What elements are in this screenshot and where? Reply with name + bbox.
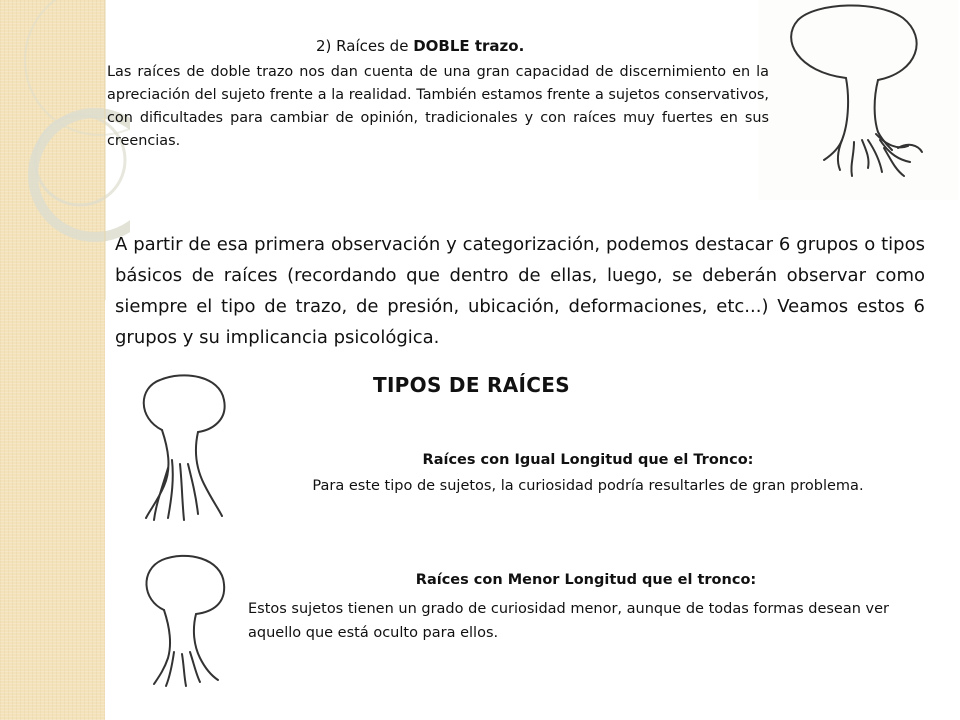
tree-double-roots-sketch (758, 0, 958, 200)
shorter-length-heading: Raíces con Menor Longitud que el tronco: (415, 572, 757, 588)
shorter-length-description: Estos sujetos tienen un grado de curiosidad menor, aunque de todas formas desean ver aquello que está oculto para ellos. (248, 601, 889, 641)
types-title: TIPOS DE RAÍCES (373, 373, 570, 397)
section-heading-prefix: 2) Raíces de (316, 37, 414, 55)
section-heading-bold: DOBLE trazo. (413, 37, 525, 55)
tree-equal-roots-sketch (132, 368, 247, 528)
equal-length-description: Para este tipo de sujetos, la curiosidad podría resultarles de gran problema. (312, 478, 864, 494)
paragraph-double-stroke: Las raíces de doble trazo nos dan cuenta de una gran capacidad de discernimiento en la apreciación del sujeto frente a la realidad. También estamos frente a sujetos conservativos, con dificultades para cambiar de opinión, tradicionales y con raíces muy fuertes en sus creencias. (107, 64, 769, 149)
tree-short-roots-sketch (132, 548, 247, 708)
paragraph-six-groups: A partir de esa primera observación y categorización, podemos destacar 6 grupos o tipos básicos de raíces (recordando que dentro de ellas, luego, se deberán observar como siempre el tipo de trazo, de presión, ubicación, deformaciones, etc...) Veamos estos 6 grupos y su implicancia psicológica. (115, 234, 925, 348)
equal-length-heading: Raíces con Igual Longitud que el Tronco: (422, 452, 754, 468)
section-heading-double-stroke (316, 36, 524, 56)
